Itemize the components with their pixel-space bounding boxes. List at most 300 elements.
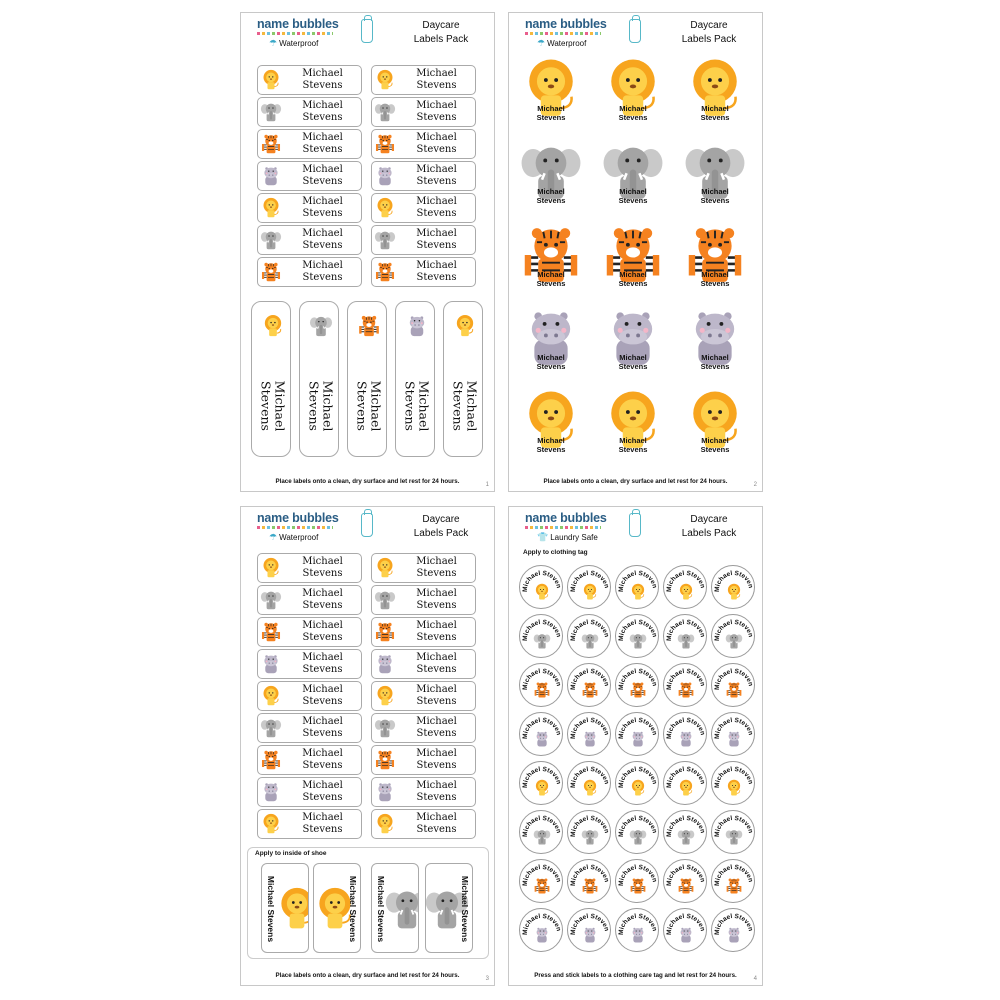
round-clothing-label	[615, 810, 659, 854]
name-first: Michael	[416, 164, 457, 175]
label-icon	[258, 685, 284, 707]
round-clothing-label	[519, 614, 563, 658]
svg-text:Michael Stevens: Michael Steven	[617, 912, 658, 936]
svg-text:Michael Stevens: Michael Steven	[521, 912, 562, 936]
animal-name-label	[519, 57, 583, 135]
page-number: 4	[753, 976, 757, 982]
name-first: Michael	[416, 556, 457, 567]
animal-name-label	[683, 57, 747, 135]
name-label	[257, 553, 362, 583]
name-label	[257, 649, 362, 679]
label-icon	[372, 685, 398, 707]
name-last: Stevens	[302, 632, 343, 643]
svg-text:Michael Stevens: Michael Steven	[713, 618, 754, 642]
hippo-icon	[725, 926, 743, 944]
sheet-header	[241, 13, 494, 49]
page-number: 3	[485, 976, 489, 982]
label-icon	[274, 886, 309, 937]
brand-logo: name bubbles 👕 Laundry Safe	[525, 511, 607, 542]
tiger-icon	[374, 749, 396, 771]
waterproof-icon: ☂	[537, 38, 546, 48]
tiger-icon	[374, 133, 396, 155]
svg-text:Michael Stevens: Michael Steven	[569, 569, 610, 593]
animal-name-label	[519, 389, 583, 467]
name-first: Michael	[416, 780, 457, 791]
name-label	[257, 585, 362, 615]
name-last: Stevens	[536, 361, 566, 371]
elephant-icon	[374, 717, 396, 739]
name-last: Stevens	[302, 664, 343, 675]
elephant-icon	[677, 632, 695, 650]
lion-icon	[374, 685, 396, 707]
label-name-wrap	[444, 362, 484, 450]
lion-icon	[677, 583, 695, 601]
name-last: Stevens	[536, 195, 566, 205]
hippo-icon	[533, 926, 551, 944]
label-name-wrap	[252, 362, 292, 450]
lion-icon	[533, 583, 551, 601]
round-clothing-label	[615, 761, 659, 805]
lion-icon	[629, 583, 647, 601]
round-clothing-label	[711, 712, 755, 756]
svg-text:Michael Stevens: Michael Steven	[665, 716, 706, 740]
name-last: Stevens	[416, 728, 457, 739]
label-icon	[258, 749, 284, 771]
label-name: Michael Stevens	[402, 380, 432, 432]
name-label	[371, 65, 476, 95]
lion-icon	[725, 779, 743, 797]
label-icon	[372, 557, 398, 579]
round-clothing-label	[615, 908, 659, 952]
hippo-icon	[581, 730, 599, 748]
elephant-icon	[533, 632, 551, 650]
svg-text:Michael Stevens: Michael Steven	[665, 618, 706, 642]
round-clothing-label	[519, 810, 563, 854]
name-first: Michael	[302, 196, 343, 207]
lion-icon	[260, 685, 282, 707]
name-first: Michael	[302, 684, 343, 695]
shoe-name-wrap	[458, 864, 472, 953]
name-last: Stevens	[700, 195, 730, 205]
label-name	[398, 260, 475, 284]
round-clothing-label	[567, 908, 611, 952]
name-label	[257, 129, 362, 159]
label-name	[398, 164, 475, 188]
label-name	[398, 132, 475, 156]
name-first: Michael	[701, 187, 729, 196]
name-first: Michael	[302, 620, 343, 631]
svg-text:Michael Stevens: Michael Steven	[617, 667, 658, 691]
label-sheet-4	[508, 506, 763, 986]
svg-text:Michael Stevens: Michael Steven	[521, 863, 562, 887]
label-name	[601, 354, 665, 371]
name-last: Stevens	[416, 824, 457, 835]
hippo-icon	[725, 730, 743, 748]
label-icon	[261, 314, 285, 343]
name-last: Stevens	[700, 112, 730, 122]
name-first: Michael	[302, 812, 343, 823]
label-name	[519, 354, 583, 371]
tiger-icon	[260, 621, 282, 643]
svg-text:Michael Stevens: Michael Steven	[665, 863, 706, 887]
round-clothing-label	[519, 663, 563, 707]
animal-name-label	[683, 140, 747, 218]
name-label	[257, 161, 362, 191]
name-label	[257, 193, 362, 223]
label-name	[519, 437, 583, 454]
animal-name-label	[601, 306, 665, 384]
name-label	[371, 681, 476, 711]
round-clothing-label	[663, 614, 707, 658]
name-label	[371, 257, 476, 287]
name-label	[257, 617, 362, 647]
name-first: Michael	[416, 132, 457, 143]
baby-bottle-icon	[629, 19, 641, 43]
label-icon	[372, 261, 398, 283]
tiger-icon	[677, 681, 695, 699]
sheet-footer: Place labels onto a clean, dry surface and let rest for 24 hours.	[275, 478, 460, 485]
label-name: Michael Stevens	[348, 875, 359, 943]
pack-title: Daycare Labels Pack	[413, 20, 469, 45]
svg-text:Michael Stevens: Michael Steven	[665, 912, 706, 936]
lion-icon	[260, 69, 282, 91]
label-icon	[258, 229, 284, 251]
label-name	[284, 620, 361, 644]
round-clothing-label	[567, 614, 611, 658]
baby-bottle-icon	[361, 513, 373, 537]
label-name	[284, 68, 361, 92]
round-clothing-label	[567, 663, 611, 707]
tiger-icon	[374, 621, 396, 643]
vertical-name-label	[299, 301, 339, 457]
hippo-icon	[260, 781, 282, 803]
name-label	[371, 553, 476, 583]
elephant-icon	[581, 828, 599, 846]
round-clothing-label	[711, 565, 755, 609]
hippo-icon	[581, 926, 599, 944]
hippo-icon	[374, 781, 396, 803]
round-clothing-label	[567, 859, 611, 903]
animal-name-label	[519, 306, 583, 384]
name-first: Michael	[416, 716, 457, 727]
label-icon	[405, 314, 429, 343]
name-first: Michael	[416, 748, 457, 759]
name-label	[257, 225, 362, 255]
lion-icon	[260, 557, 282, 579]
name-last: Stevens	[700, 278, 730, 288]
shoe-instruction: Apply to inside of shoe	[255, 850, 327, 857]
label-name-wrap	[396, 362, 436, 450]
sheet-header	[509, 507, 762, 543]
name-label	[257, 809, 362, 839]
name-last: Stevens	[416, 632, 457, 643]
lion-icon	[533, 779, 551, 797]
lion-icon	[374, 557, 396, 579]
name-last: Stevens	[302, 824, 343, 835]
shoe-name-wrap	[374, 864, 388, 953]
round-clothing-label	[663, 565, 707, 609]
name-last: Stevens	[302, 80, 343, 91]
name-last: Stevens	[416, 208, 457, 219]
name-last: Stevens	[700, 361, 730, 371]
name-first: Michael	[302, 132, 343, 143]
round-clothing-label	[567, 565, 611, 609]
hippo-icon	[533, 730, 551, 748]
name-last: Stevens	[302, 696, 343, 707]
brand-logo: name bubbles ☂ Waterproof	[257, 511, 339, 542]
label-icon	[372, 229, 398, 251]
logo-dots	[257, 32, 333, 35]
tiger-icon	[677, 877, 695, 895]
name-first: Michael	[416, 684, 457, 695]
label-sheet-1	[240, 12, 495, 492]
label-name	[398, 68, 475, 92]
name-last: Stevens	[416, 112, 457, 123]
hippo-icon	[677, 730, 695, 748]
elephant-icon	[384, 886, 419, 932]
name-first: Michael	[302, 588, 343, 599]
name-first: Michael	[302, 716, 343, 727]
hippo-icon	[677, 926, 695, 944]
label-icon	[258, 653, 284, 675]
label-icon	[357, 314, 381, 343]
waterproof-icon: ☂	[269, 38, 278, 48]
label-name	[398, 556, 475, 580]
label-name	[284, 588, 361, 612]
vertical-name-label	[443, 301, 483, 457]
lion-icon	[581, 583, 599, 601]
label-icon	[258, 557, 284, 579]
svg-text:Michael Stevens: Michael Steven	[713, 912, 754, 936]
elephant-icon	[629, 828, 647, 846]
shoe-name-wrap	[346, 864, 360, 953]
label-name	[284, 228, 361, 252]
label-icon	[258, 133, 284, 155]
name-last: Stevens	[618, 361, 648, 371]
pack-title: Daycare Labels Pack	[681, 514, 737, 539]
name-last: Stevens	[302, 144, 343, 155]
name-first: Michael	[302, 748, 343, 759]
label-name: Michael Stevens	[258, 380, 288, 432]
svg-text:Michael Stevens: Michael Steven	[521, 569, 562, 593]
label-name: Michael Stevens	[306, 380, 336, 432]
label-icon	[258, 69, 284, 91]
label-icon	[372, 781, 398, 803]
label-name	[601, 188, 665, 205]
hippo-icon	[374, 653, 396, 675]
round-clothing-label	[615, 859, 659, 903]
name-last: Stevens	[302, 760, 343, 771]
animal-name-label	[601, 389, 665, 467]
animal-name-label	[683, 223, 747, 301]
round-clothing-label	[519, 565, 563, 609]
label-icon	[258, 165, 284, 187]
elephant-icon	[260, 589, 282, 611]
svg-text:Michael Stevens: Michael Steven	[521, 716, 562, 740]
label-name	[683, 437, 747, 454]
elephant-icon	[533, 828, 551, 846]
svg-text:Michael Stevens: Michael Steven	[617, 863, 658, 887]
lion-icon	[581, 779, 599, 797]
name-label	[371, 777, 476, 807]
name-label	[371, 585, 476, 615]
name-first: Michael	[302, 780, 343, 791]
name-last: Stevens	[416, 176, 457, 187]
elephant-icon	[725, 828, 743, 846]
svg-text:Michael Stevens: Michael Steven	[713, 569, 754, 593]
vertical-name-label	[395, 301, 435, 457]
label-name	[398, 588, 475, 612]
tiger-icon	[629, 877, 647, 895]
elephant-icon	[309, 314, 333, 338]
name-first: Michael	[701, 353, 729, 362]
name-last: Stevens	[302, 600, 343, 611]
label-name	[398, 196, 475, 220]
name-first: Michael	[537, 104, 565, 113]
name-last: Stevens	[416, 792, 457, 803]
label-icon	[372, 813, 398, 835]
name-first: Michael	[619, 104, 647, 113]
tiger-icon	[533, 681, 551, 699]
svg-text:Michael Stevens: Michael Steven	[617, 618, 658, 642]
name-last: Stevens	[618, 112, 648, 122]
round-clothing-label	[663, 810, 707, 854]
lion-icon	[453, 314, 477, 338]
name-label	[371, 713, 476, 743]
svg-text:Michael Stevens: Michael Steven	[569, 912, 610, 936]
svg-text:Michael Stevens: Michael Steven	[665, 814, 706, 838]
label-name	[398, 812, 475, 836]
animal-name-label	[601, 57, 665, 135]
name-label	[371, 129, 476, 159]
svg-text:Michael Stevens: Michael Steven	[569, 716, 610, 740]
name-first: Michael	[302, 100, 343, 111]
round-clothing-label	[663, 908, 707, 952]
tiger-icon	[725, 681, 743, 699]
label-icon	[372, 621, 398, 643]
name-first: Michael	[416, 228, 457, 239]
name-last: Stevens	[700, 444, 730, 454]
name-last: Stevens	[536, 112, 566, 122]
vertical-name-label	[347, 301, 387, 457]
svg-text:Michael Stevens: Michael Steven	[665, 569, 706, 593]
name-last: Stevens	[416, 144, 457, 155]
name-first: Michael	[619, 187, 647, 196]
name-label	[371, 193, 476, 223]
label-name	[284, 652, 361, 676]
round-clothing-label	[711, 614, 755, 658]
svg-text:Michael Stevens: Michael Steven	[569, 814, 610, 838]
animal-name-label	[601, 223, 665, 301]
label-name	[398, 620, 475, 644]
svg-text:Michael Stevens: Michael Steven	[521, 814, 562, 838]
name-first: Michael	[302, 260, 343, 271]
brand-logo: name bubbles ☂ Waterproof	[525, 17, 607, 48]
sheet-footer: Place labels onto a clean, dry surface and let rest for 24 hours.	[275, 972, 460, 979]
name-first: Michael	[416, 652, 457, 663]
elephant-icon	[260, 101, 282, 123]
shoe-label	[313, 863, 361, 953]
label-name-wrap	[348, 362, 388, 450]
svg-text:Michael Stevens: Michael Steven	[713, 667, 754, 691]
sheet-header	[241, 507, 494, 543]
label-icon	[372, 589, 398, 611]
name-first: Michael	[302, 68, 343, 79]
svg-text:Michael Stevens: Michael Steven	[713, 814, 754, 838]
label-icon	[384, 886, 419, 937]
label-name: Michael Stevens	[376, 875, 387, 943]
lion-icon	[260, 197, 282, 219]
round-clothing-label	[663, 663, 707, 707]
baby-bottle-icon	[361, 19, 373, 43]
label-name	[601, 271, 665, 288]
label-name	[284, 556, 361, 580]
name-label	[371, 161, 476, 191]
name-first: Michael	[416, 260, 457, 271]
label-name	[284, 164, 361, 188]
laundry-icon: 👕	[537, 532, 549, 542]
clothing-tag-instruction: Apply to clothing tag	[523, 549, 588, 556]
elephant-icon	[677, 828, 695, 846]
name-first: Michael	[619, 353, 647, 362]
hippo-icon	[629, 730, 647, 748]
label-name	[601, 105, 665, 122]
label-name	[398, 228, 475, 252]
tiger-icon	[260, 133, 282, 155]
page-number: 1	[485, 482, 489, 488]
name-last: Stevens	[416, 664, 457, 675]
round-clothing-label	[711, 908, 755, 952]
lion-icon	[260, 813, 282, 835]
name-first: Michael	[416, 196, 457, 207]
name-first: Michael	[537, 187, 565, 196]
label-icon	[372, 133, 398, 155]
tiger-icon	[374, 261, 396, 283]
round-clothing-label	[663, 761, 707, 805]
pack-title: Daycare Labels Pack	[681, 20, 737, 45]
label-icon	[372, 165, 398, 187]
label-name	[284, 812, 361, 836]
label-name	[683, 354, 747, 371]
svg-text:Michael Stevens: Michael Steven	[617, 814, 658, 838]
svg-text:Michael Stevens: Michael Steven	[521, 667, 562, 691]
vertical-name-label	[251, 301, 291, 457]
name-label	[257, 713, 362, 743]
round-clothing-label	[711, 810, 755, 854]
name-first: Michael	[416, 812, 457, 823]
name-first: Michael	[416, 68, 457, 79]
shoe-label	[425, 863, 473, 953]
pack-title: Daycare Labels Pack	[413, 514, 469, 539]
elephant-icon	[581, 632, 599, 650]
logo-dots	[525, 32, 601, 35]
round-clothing-label	[615, 565, 659, 609]
label-name: Michael Stevens	[450, 380, 480, 432]
name-label	[371, 617, 476, 647]
name-first: Michael	[302, 164, 343, 175]
round-clothing-label	[711, 663, 755, 707]
label-name	[398, 100, 475, 124]
label-name	[398, 748, 475, 772]
svg-text:Michael Stevens: Michael Steven	[569, 618, 610, 642]
label-name	[519, 188, 583, 205]
tiger-icon	[260, 749, 282, 771]
name-label	[371, 97, 476, 127]
name-last: Stevens	[416, 760, 457, 771]
shoe-label	[261, 863, 309, 953]
svg-text:Michael Stevens: Michael Steven	[617, 716, 658, 740]
label-icon	[372, 653, 398, 675]
